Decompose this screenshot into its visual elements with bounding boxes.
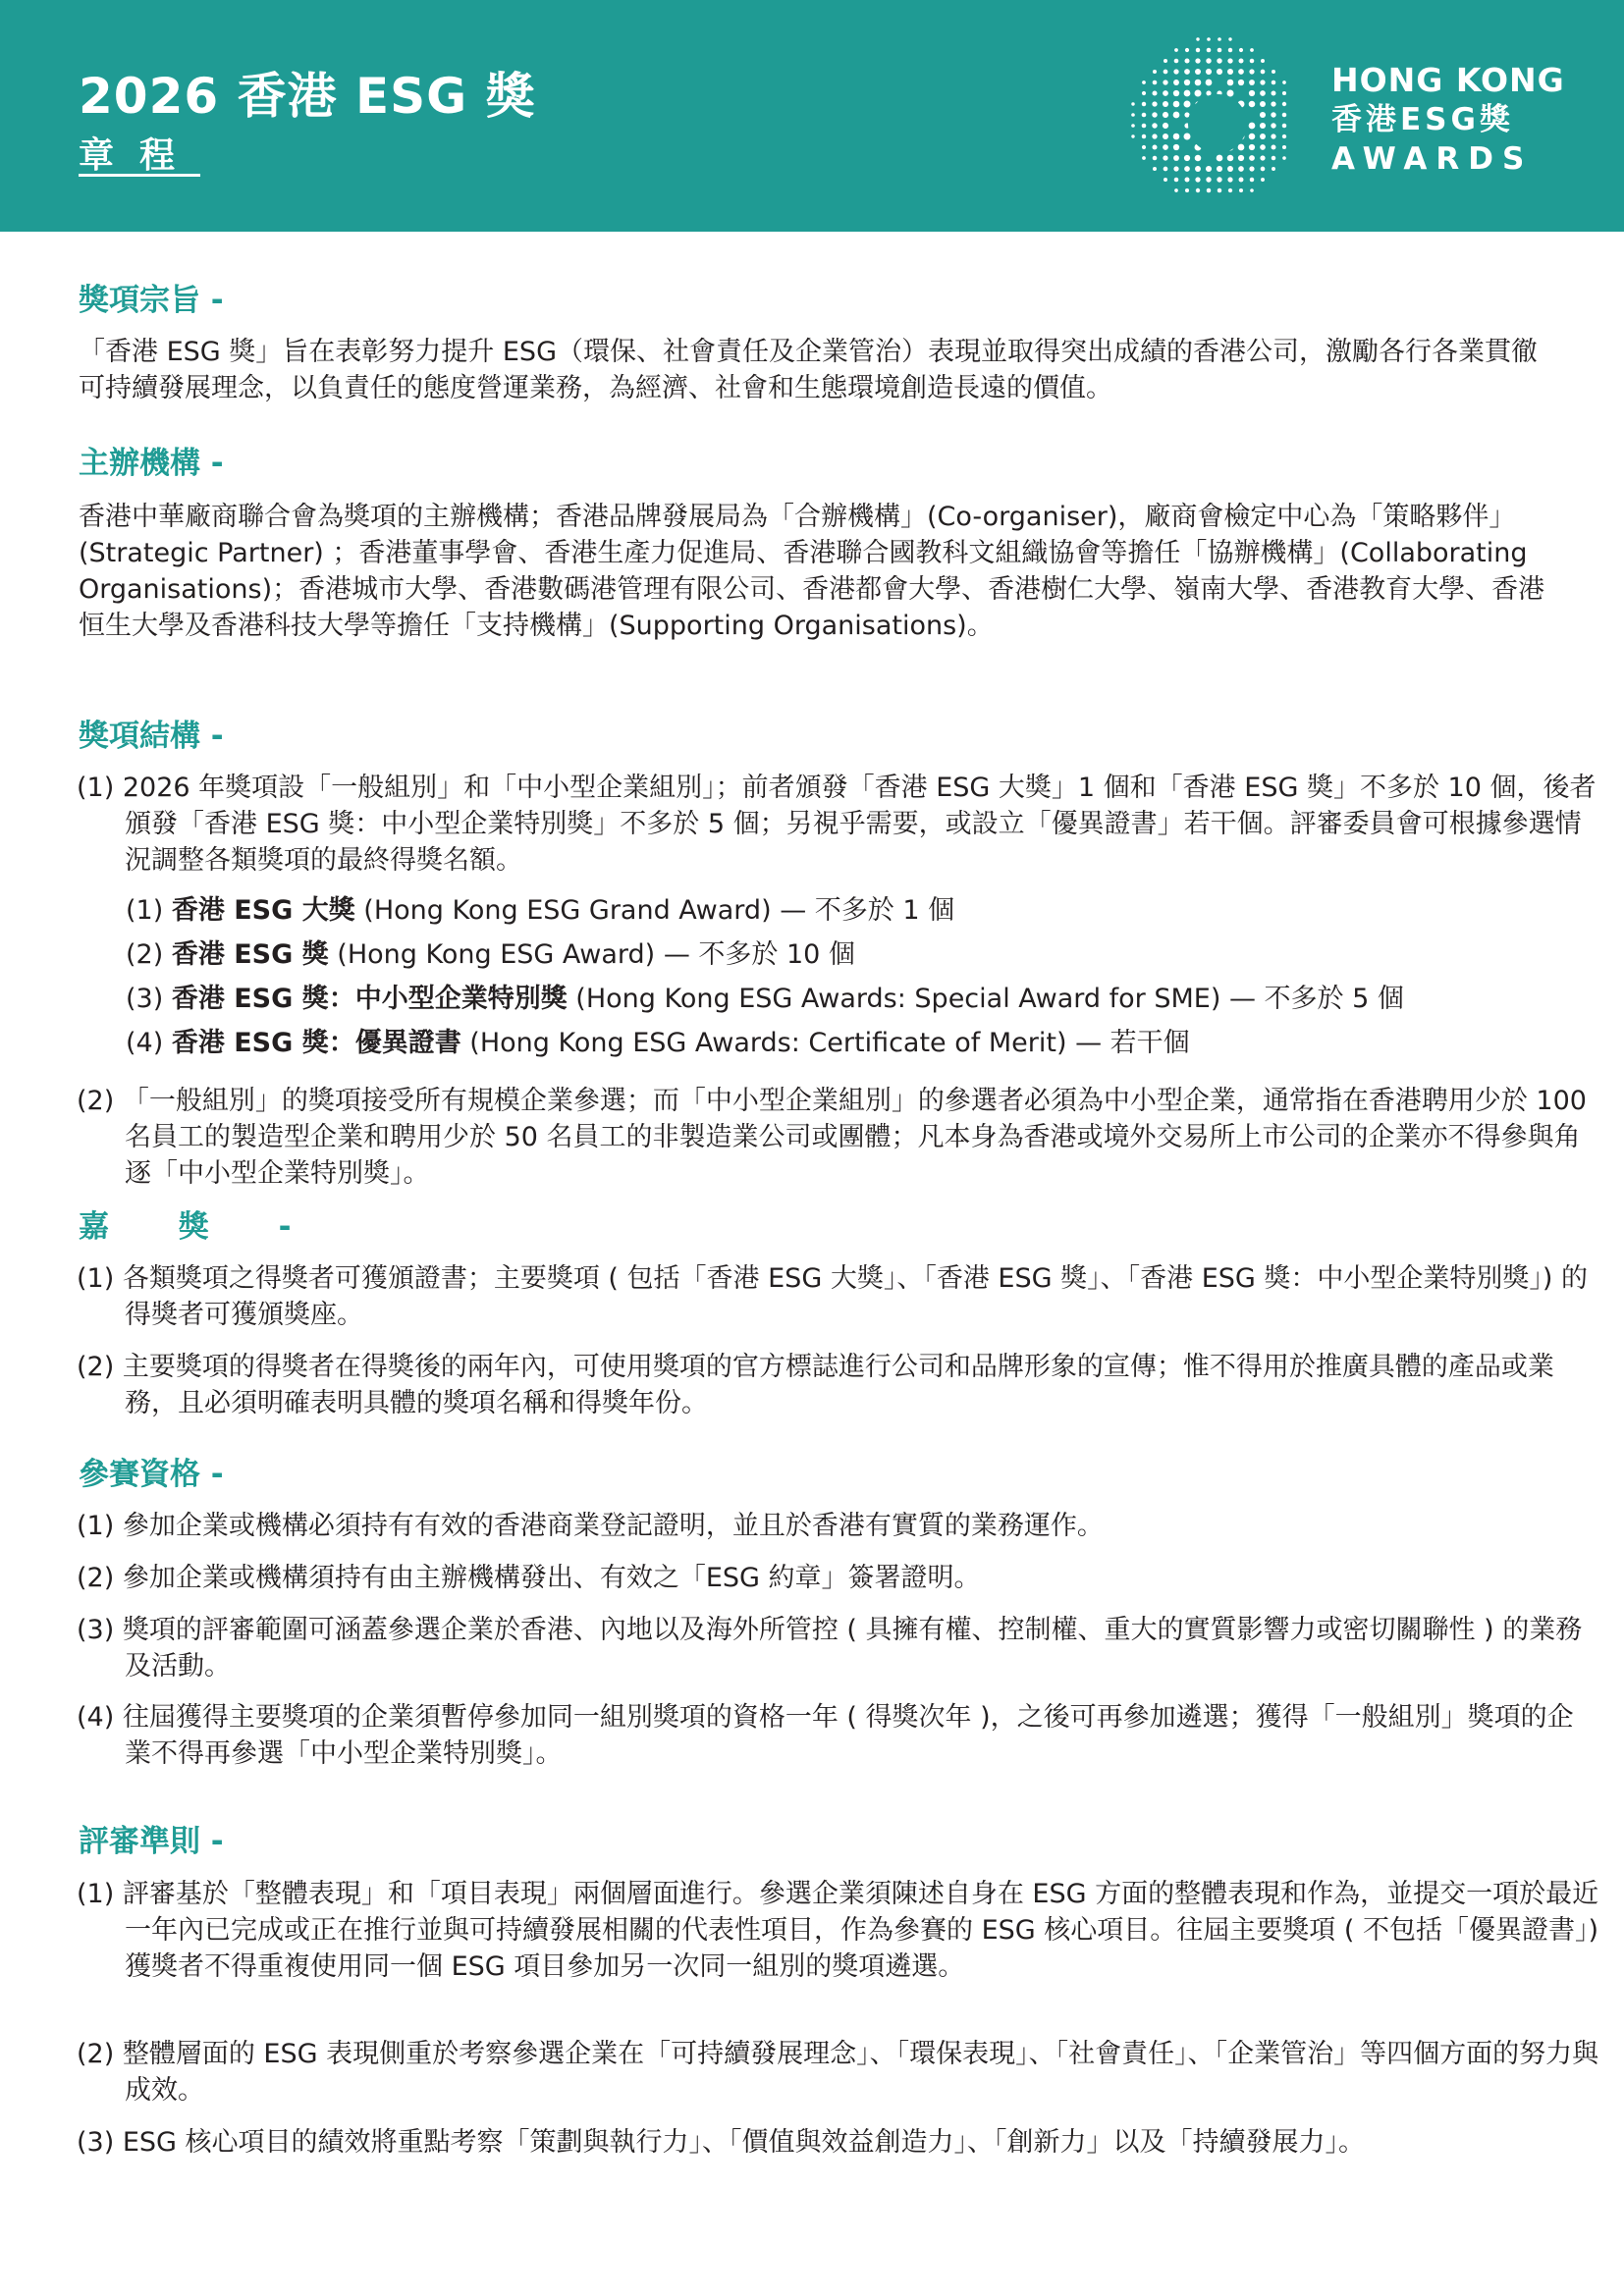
award-limit: — 若干個 xyxy=(1075,1028,1190,1058)
section-heading-structure: 獎項結構 - xyxy=(79,719,224,754)
structure-item xyxy=(77,770,1599,879)
item-text: 2026 年獎項設「一般組別」和「中小型企業組別」；前者頒發「香港 ESG 大獎」1 個和「香港 ESG 獎」不多於 10 個，後者頒發「香港 ESG 獎：中小型企業特別獎」不多於 5 個；另視乎需要，或設立「優異證書」若干個。評審委員會可根據參選情況調整各類獎項的最終得獎名額。 xyxy=(122,773,1597,876)
item-text: 主要獎項的得獎者在得獎後的兩年內，可使用獎項的官方標誌進行公司和品牌形象的宣傳；惟不得用於推廣具體的產品或業務，且必須明確表明具體的獎項名稱和得獎年份。 xyxy=(122,1352,1554,1418)
section-heading-eligibility: 參賽資格 - xyxy=(79,1457,224,1492)
award-limit: — 不多於 5 個 xyxy=(1228,984,1404,1014)
eligibility-item xyxy=(77,1612,1599,1684)
award-name: 香港 ESG 獎：中小型企業特別獎 xyxy=(171,984,568,1014)
award-name: 香港 ESG 大獎 xyxy=(171,895,355,926)
item-text: 往屆獲得主要獎項的企業須暫停參加同一組別獎項的資格一年 ( 得獎次年 )，之後可再參加遴選；獲得「一般組別」獎項的企業不得再參選「中小型企業特別獎」。 xyxy=(122,1702,1574,1769)
organiser-paragraph: 香港中華廠商聯合會為獎項的主辦機構；香港品牌發展局為「合辦機構」(Co-organiser)，廠商會檢定中心為「策略夥伴」(Strategic Partner) ；香港董事學會、香港生產力促進局、香港聯合國教科文組織協會等擔任「協辦機構」(Collaborating Organisations)；香港城市大學、香港數碼港管理有限公司、香港都會大學、香港樹仁大學、嶺南大學、香港教育大學、香港恒生大學及香港科技大學等擔任「支持機構」(Supporting Organisations)。 xyxy=(79,502,1545,641)
eligibility-item xyxy=(77,1508,1599,1544)
award-number: (4) xyxy=(126,1028,164,1058)
item-text: 「一般組別」的獎項接受所有規模企業參選；而「中小型企業組別」的參選者必須為中小型企業，通常指在香港聘用少於 100 名員工的製造型企業和聘用少於 50 名員工的非製造業公司或團體；凡本身為香港或境外交易所上市公司的企業亦不得參與角逐「中小型企業特別獎」。 xyxy=(122,1086,1587,1189)
section-heading-prizes xyxy=(79,1201,291,1246)
award-name: 香港 ESG 獎：優異證書 xyxy=(171,1028,461,1058)
prizes-item xyxy=(77,1260,1599,1333)
page-title: 2026 香港 ESG 獎 xyxy=(79,68,536,125)
logo-line-2: 香港ESG獎 xyxy=(1331,102,1514,137)
item-number: (3) xyxy=(77,2127,115,2158)
award-number: (1) xyxy=(126,895,164,926)
item-number: (3) xyxy=(77,1615,115,1645)
item-number: (1) xyxy=(77,1263,115,1294)
item-number: (2) xyxy=(77,2039,115,2069)
award-list-item xyxy=(126,1025,1540,1061)
award-english-name: (Hong Kong ESG Awards: Special Award for SME) xyxy=(575,984,1221,1014)
item-text: 各類獎項之得獎者可獲頒證書；主要獎項 ( 包括「香港 ESG 大獎」、「香港 ESG 獎」、「香港 ESG 獎：中小型企業特別獎」) 的得獎者可獲頒獎座。 xyxy=(122,1263,1589,1330)
criteria-item xyxy=(77,2124,1599,2161)
item-number: (2) xyxy=(77,1563,115,1593)
award-limit: — 不多於 10 個 xyxy=(663,939,855,970)
award-english-name: (Hong Kong ESG Award) xyxy=(337,939,656,970)
eligibility-item xyxy=(77,1560,1599,1596)
award-limit: — 不多於 1 個 xyxy=(780,895,955,926)
prizes-item xyxy=(77,1349,1599,1421)
criteria-item xyxy=(77,1876,1599,1985)
item-number: (1) xyxy=(77,1511,115,1541)
award-list-item xyxy=(126,892,1540,929)
structure-item xyxy=(77,1083,1599,1192)
item-number: (1) xyxy=(77,1879,115,1909)
item-text: 獎項的評審範圍可涵蓋參選企業於香港、內地以及海外所管控 ( 具擁有權、控制權、重大的實質影響力或密切關聯性 ) 的業務及活動。 xyxy=(122,1615,1583,1682)
eligibility-item xyxy=(77,1699,1599,1772)
award-name: 香港 ESG 獎 xyxy=(171,939,329,970)
item-number: (4) xyxy=(77,1702,115,1733)
item-number: (2) xyxy=(77,1086,115,1116)
award-english-name: (Hong Kong ESG Awards: Certificate of Merit) xyxy=(469,1028,1067,1058)
item-number: (2) xyxy=(77,1352,115,1382)
award-number: (3) xyxy=(126,984,164,1014)
item-text: ESG 核心項目的績效將重點考察「策劃與執行力」、「價值與效益創造力」、「創新力」以及「持續發展力」。 xyxy=(122,2127,1366,2158)
page-subtitle: 章程 xyxy=(79,135,201,176)
logo-line-1: HONG KONG xyxy=(1331,61,1565,99)
item-text: 整體層面的 ESG 表現側重於考察參選企業在「可持續發展理念」、「環保表現」、「社會責任」、「企業管治」等四個方面的努力與成效。 xyxy=(122,2039,1599,2106)
section-heading-organiser: 主辦機構 - xyxy=(79,446,224,481)
section-heading-purpose: 獎項宗旨 - xyxy=(79,283,224,318)
item-number: (1) xyxy=(77,773,115,803)
section-heading-criteria: 評審準則 - xyxy=(79,1824,224,1859)
logo-line-3: AWARDS xyxy=(1331,141,1534,177)
item-text: 評審基於「整體表現」和「項目表現」兩個層面進行。參選企業須陳述自身在 ESG 方面的整體表現和作為，並提交一項於最近一年內已完成或正在推行並與可持續發展相關的代表性項目，作為參賽的 ESG 核心項目。往屆主要獎項 ( 不包括「優異證書」) 獲獎者不得重複使用同一個 ESG 項目參加另一次同一組別的獎項遴選。 xyxy=(122,1879,1599,1982)
award-list-item xyxy=(126,981,1540,1017)
purpose-paragraph: 「香港 ESG 獎」旨在表彰努力提升 ESG（環保、社會責任及企業管治）表現並取得突出成績的香港公司，激勵各行各業貫徹可持續發展理念，以負責任的態度營運業務，為經濟、社會和生態環境創造長遠的價值。 xyxy=(79,337,1538,403)
item-text: 參加企業或機構必須持有有效的香港商業登記證明，並且於香港有實質的業務運作。 xyxy=(122,1511,1104,1541)
criteria-item xyxy=(77,2036,1599,2109)
item-text: 參加企業或機構須持有由主辦機構發出、有效之「ESG 約章」簽署證明。 xyxy=(122,1563,981,1593)
award-list-item xyxy=(126,936,1540,973)
award-number: (2) xyxy=(126,939,164,970)
award-english-name: (Hong Kong ESG Grand Award) xyxy=(363,895,772,926)
prizes-heading-text: 嘉 獎 - xyxy=(79,1209,292,1245)
